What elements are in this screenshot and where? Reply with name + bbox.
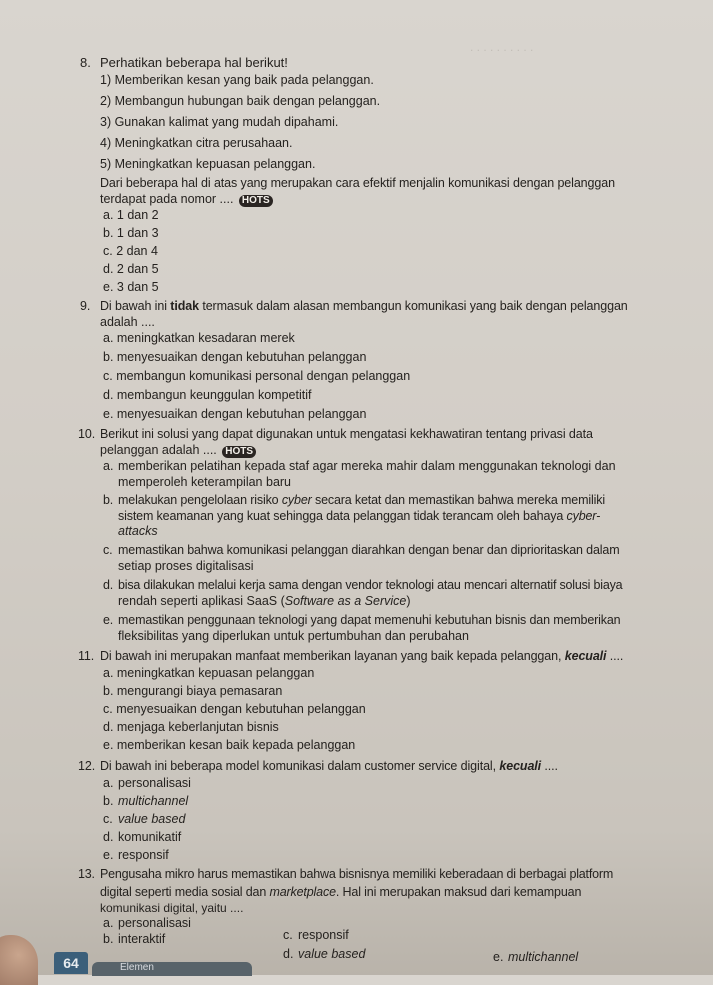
- q13-option-a: a. personalisasi: [103, 916, 191, 930]
- hots-badge: HOTS: [239, 195, 273, 207]
- q10-option-b-line-3: attacks: [118, 524, 158, 538]
- q12-option-c: c. value based: [103, 812, 186, 826]
- q8-statement-2: 2) Membangun hubungan baik dengan pelanggan.: [100, 94, 381, 108]
- hots-badge: HOTS: [222, 446, 256, 458]
- q12-option-a: a. personalisasi: [103, 776, 191, 790]
- q11-option-a: a. meningkatkan kepuasan pelanggan: [103, 666, 315, 680]
- question-10-stem-line-2: pelanggan adalah .... HOTS: [100, 442, 256, 458]
- question-13-line-2: digital seperti media sosial dan marketplace. Hal ini merupakan maksud dari kemampuan: [100, 885, 582, 899]
- q10-option-e-line-2: fleksibilitas yang diperlukan untuk pertumbuhan dan perubahan: [118, 629, 469, 643]
- q9-option-e: e. menyesuaikan dengan kebutuhan pelanggan: [103, 407, 367, 421]
- q10-option-b-line-2: sistem keamanan yang kuat sehingga data pelanggan tidak terancam oleh bahaya cyber-: [118, 509, 601, 523]
- q9-option-b: b. menyesuaikan dengan kebutuhan pelanggan: [103, 350, 367, 364]
- q8-statement-5: 5) Meningkatkan kepuasan pelanggan.: [100, 157, 316, 171]
- q10-option-d: d. bisa dilakukan melalui kerja sama dengan vendor teknologi atau mencari alternatif solusi biaya: [103, 578, 623, 592]
- thumb-in-photo: [0, 935, 38, 985]
- q13-option-b: b. interaktif: [103, 932, 166, 946]
- q8-option-b: b. 1 dan 3: [103, 226, 159, 240]
- q12-option-d: d. komunikatif: [103, 830, 182, 844]
- page-number: 64: [54, 952, 88, 974]
- q10-option-a-line-2: memperoleh keterampilan baru: [118, 475, 292, 489]
- q13-option-c: c. responsif: [283, 928, 349, 942]
- q12-option-b: b. multichannel: [103, 794, 189, 808]
- q9-option-c: c. membangun komunikasi personal dengan pelanggan: [103, 369, 411, 383]
- q11-option-e: e. memberikan kesan baik kepada pelanggan: [103, 738, 356, 752]
- q8-option-d: d. 2 dan 5: [103, 262, 159, 276]
- q8-statement-1: 1) Memberikan kesan yang baik pada pelanggan.: [100, 73, 374, 87]
- question-9-stem-line-2: adalah ....: [100, 315, 155, 329]
- q10-option-b: b. melakukan pengelolaan risiko cyber secara ketat dan memastikan bahwa mereka memiliki: [103, 493, 605, 507]
- q8-option-a: a. 1 dan 2: [103, 208, 159, 222]
- question-12-stem: 12. Di bawah ini beberapa model komunikasi dalam customer service digital, kecuali ....: [78, 759, 558, 773]
- q8-stem-line-2: terdapat pada nomor .... HOTS: [100, 191, 273, 207]
- q8-statement-3: 3) Gunakan kalimat yang mudah dipahami.: [100, 115, 339, 129]
- q11-option-b: b. mengurangi biaya pemasaran: [103, 684, 283, 698]
- q10-option-a: a. memberikan pelatihan kepada staf agar mereka mahir dalam menggunakan teknologi dan: [103, 459, 616, 473]
- q8-stem-line-1: Dari beberapa hal di atas yang merupakan cara efektif menjalin komunikasi dengan pelanggan: [100, 176, 615, 190]
- q13-option-e: e. multichannel: [493, 950, 579, 964]
- question-13-stem: 13. Pengusaha mikro harus memastikan bahwa bisnisnya memiliki keberadaan di berbagai platform: [78, 867, 614, 881]
- question-10-stem: 10. Berikut ini solusi yang dapat digunakan untuk mengatasi kekhawatiran tentang privasi data: [78, 427, 593, 441]
- q10-option-c: c. memastikan bahwa komunikasi pelanggan diarahkan dengan benar dan diprioritaskan dalam: [103, 543, 620, 557]
- q9-option-a: a. meningkatkan kesadaran merek: [103, 331, 295, 345]
- q11-option-d: d. menjaga keberlanjutan bisnis: [103, 720, 279, 734]
- q8-statement-4: 4) Meningkatkan citra perusahaan.: [100, 136, 293, 150]
- question-11-stem: 11. Di bawah ini merupakan manfaat memberikan layanan yang baik kepada pelanggan, kecuali ....: [78, 649, 624, 663]
- q10-option-c-line-2: setiap proses digitalisasi: [118, 559, 254, 573]
- question-13-line-3: komunikasi digital, yaitu ....: [100, 901, 244, 915]
- bleed-through-text: . . . . . . . . . .: [470, 40, 534, 54]
- q8-option-e: e. 3 dan 5: [103, 280, 159, 294]
- question-8-intro: 8. Perhatikan beberapa hal berikut!: [80, 55, 288, 70]
- q10-option-e: e. memastikan penggunaan teknologi yang dapat memenuhi kebutuhan bisnis dan memberikan: [103, 613, 621, 627]
- q10-option-d-line-2: rendah seperti aplikasi SaaS (Software as a Service): [118, 594, 411, 608]
- footer-label: Elemen: [120, 962, 154, 973]
- q8-option-c: c. 2 dan 4: [103, 244, 158, 258]
- q13-option-d: d. value based: [283, 947, 366, 961]
- q12-option-e: e. responsif: [103, 848, 169, 862]
- q11-option-c: c. menyesuaikan dengan kebutuhan pelanggan: [103, 702, 366, 716]
- q9-option-d: d. membangun keunggulan kompetitif: [103, 388, 312, 402]
- footer-bar: [92, 962, 252, 976]
- question-9-stem: 9. Di bawah ini tidak termasuk dalam alasan membangun komunikasi yang baik dengan pelanggan: [80, 299, 628, 313]
